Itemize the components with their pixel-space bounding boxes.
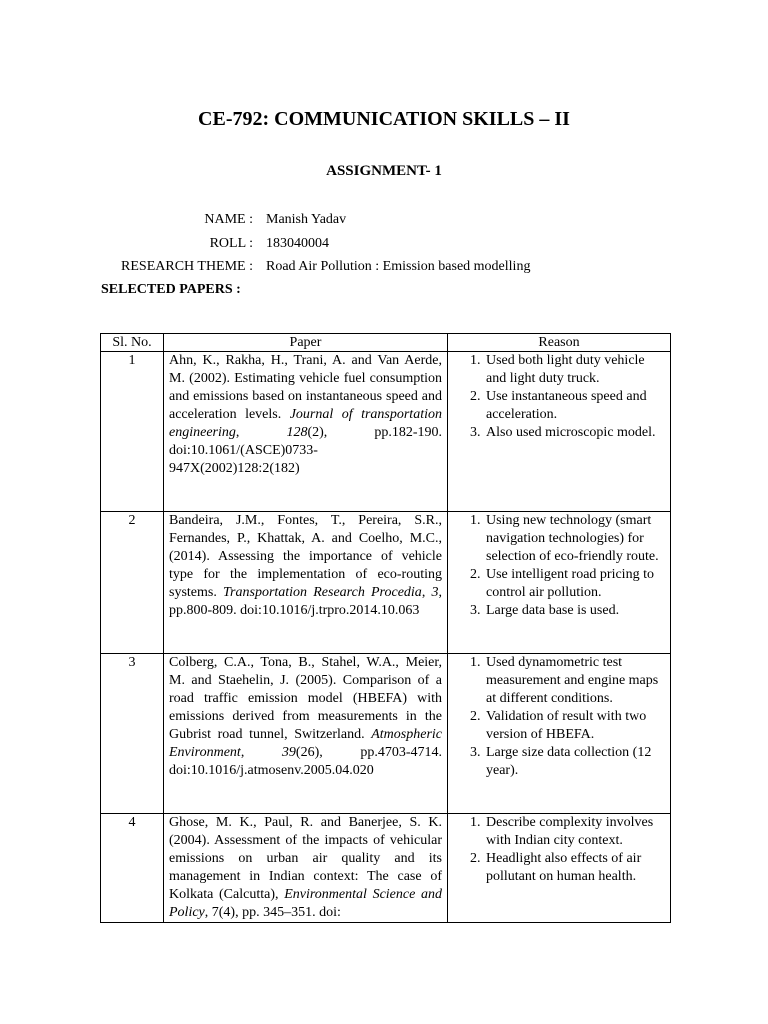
citation-journal: Environmental Science and Policy [169, 887, 443, 920]
table-row [101, 814, 671, 923]
citation-separator: , [240, 745, 282, 760]
reason-item: 1. Using new technology (smart navigation technologies) for selection of eco-friendly route. [484, 512, 665, 566]
row-number: 4 [101, 814, 164, 923]
paper-citation [164, 512, 448, 654]
paper-citation [164, 654, 448, 814]
table-row [101, 512, 671, 654]
column-header-reason: Reason [448, 334, 671, 352]
citation-pages-doi: (2), pp.182-190. doi:10.1061/(ASCE)0733-947X(2002)128:2(182) [169, 425, 442, 476]
info-label: RESEARCH THEME : [121, 259, 253, 274]
reason-list [453, 654, 665, 780]
info-value: Manish Yadav [266, 212, 347, 227]
column-header-sl-no: Sl. No. [101, 334, 164, 352]
citation-authors-title: Bandeira, J.M., Fontes, T., Pereira, S.R., Fernandes, P., Khattak, A. and Coelho, M.C., (2014). Assessing the importance of vehicle type for the implementation of eco-routing systems. [169, 513, 442, 600]
reason-item: 1. Used dynamometric test measurement and engine maps at different conditions. [484, 654, 665, 708]
info-value: Road Air Pollution : Emission based modelling [266, 259, 531, 274]
table-row [101, 352, 671, 512]
row-number: 2 [101, 512, 164, 654]
reason-cell [448, 352, 671, 512]
citation-authors-title: Ghose, M. K., Paul, R. and Banerjee, S. K. (2004). Assessment of the impacts of vehicular emissions on urban air quality and its management in Indian context: The case of Kolkata (Calcutta), [169, 815, 442, 902]
reason-item: 1. Describe complexity involves with Indian city context. [484, 814, 665, 850]
selected-papers-heading: SELECTED PAPERS : [101, 282, 241, 297]
citation-separator: , [204, 905, 212, 920]
reason-list [453, 512, 665, 620]
reason-list [453, 352, 665, 442]
citation-pages-doi: (26), pp.4703-4714. doi:10.1016/j.atmosenv.2005.04.020 [169, 745, 442, 778]
reason-item: 2. Validation of result with two version of HBEFA. [484, 708, 665, 744]
citation-volume: 128 [286, 425, 308, 440]
citation-journal: Transportation Research Procedia [223, 585, 422, 600]
reason-list [453, 814, 665, 886]
citation-pages-doi: , pp.800-809. doi:10.1016/j.trpro.2014.10.063 [169, 585, 442, 618]
paper-citation [164, 352, 448, 512]
reason-item: 2. Use instantaneous speed and acceleration. [484, 388, 665, 424]
table-row [101, 654, 671, 814]
assignment-subtitle: ASSIGNMENT- 1 [326, 163, 442, 179]
paper-citation [164, 814, 448, 923]
info-value: 183040004 [266, 236, 329, 251]
reason-cell [448, 814, 671, 923]
table-header-row [101, 334, 671, 352]
reason-item: 1. Used both light duty vehicle and light duty truck. [484, 352, 665, 388]
reason-cell [448, 654, 671, 814]
column-header-paper: Paper [164, 334, 448, 352]
reason-cell [448, 512, 671, 654]
citation-volume: 39 [281, 745, 296, 760]
citation-journal: Journal of transportation engineering [169, 407, 442, 440]
citation-journal: Atmospheric Environment [169, 727, 442, 760]
citation-authors-title: Ahn, K., Rakha, H., Trani, A. and Van Aerde, M. (2002). Estimating vehicle fuel consumption and emissions based on instantaneous speed and acceleration levels. [169, 353, 442, 422]
row-number: 1 [101, 352, 164, 512]
citation-separator: , [421, 585, 432, 600]
reason-item: 2. Headlight also effects of air pollutant on human health. [484, 850, 665, 886]
reason-item: 3. Large data base is used. [484, 602, 665, 620]
citation-pages-doi: 7(4), pp. 345–351. doi: [211, 905, 341, 920]
papers-table [100, 333, 671, 923]
reason-item: 2. Use intelligent road pricing to control air pollution. [484, 566, 665, 602]
citation-volume: 3 [431, 585, 439, 600]
reason-item: 3. Also used microscopic model. [484, 424, 665, 442]
document-title: CE-792: COMMUNICATION SKILLS – II [198, 108, 570, 130]
row-number: 3 [101, 654, 164, 814]
info-label: ROLL : [209, 236, 253, 251]
citation-separator: , [235, 425, 287, 440]
info-label: NAME : [204, 212, 253, 227]
citation-authors-title: Colberg, C.A., Tona, B., Stahel, W.A., Meier, M. and Staehelin, J. (2005). Comparison of a road traffic emission model (HBEFA) with emissions derived from measurements in the Gubrist road tunnel, Switzerland. [169, 655, 442, 742]
reason-item: 3. Large size data collection (12 year). [484, 744, 665, 780]
